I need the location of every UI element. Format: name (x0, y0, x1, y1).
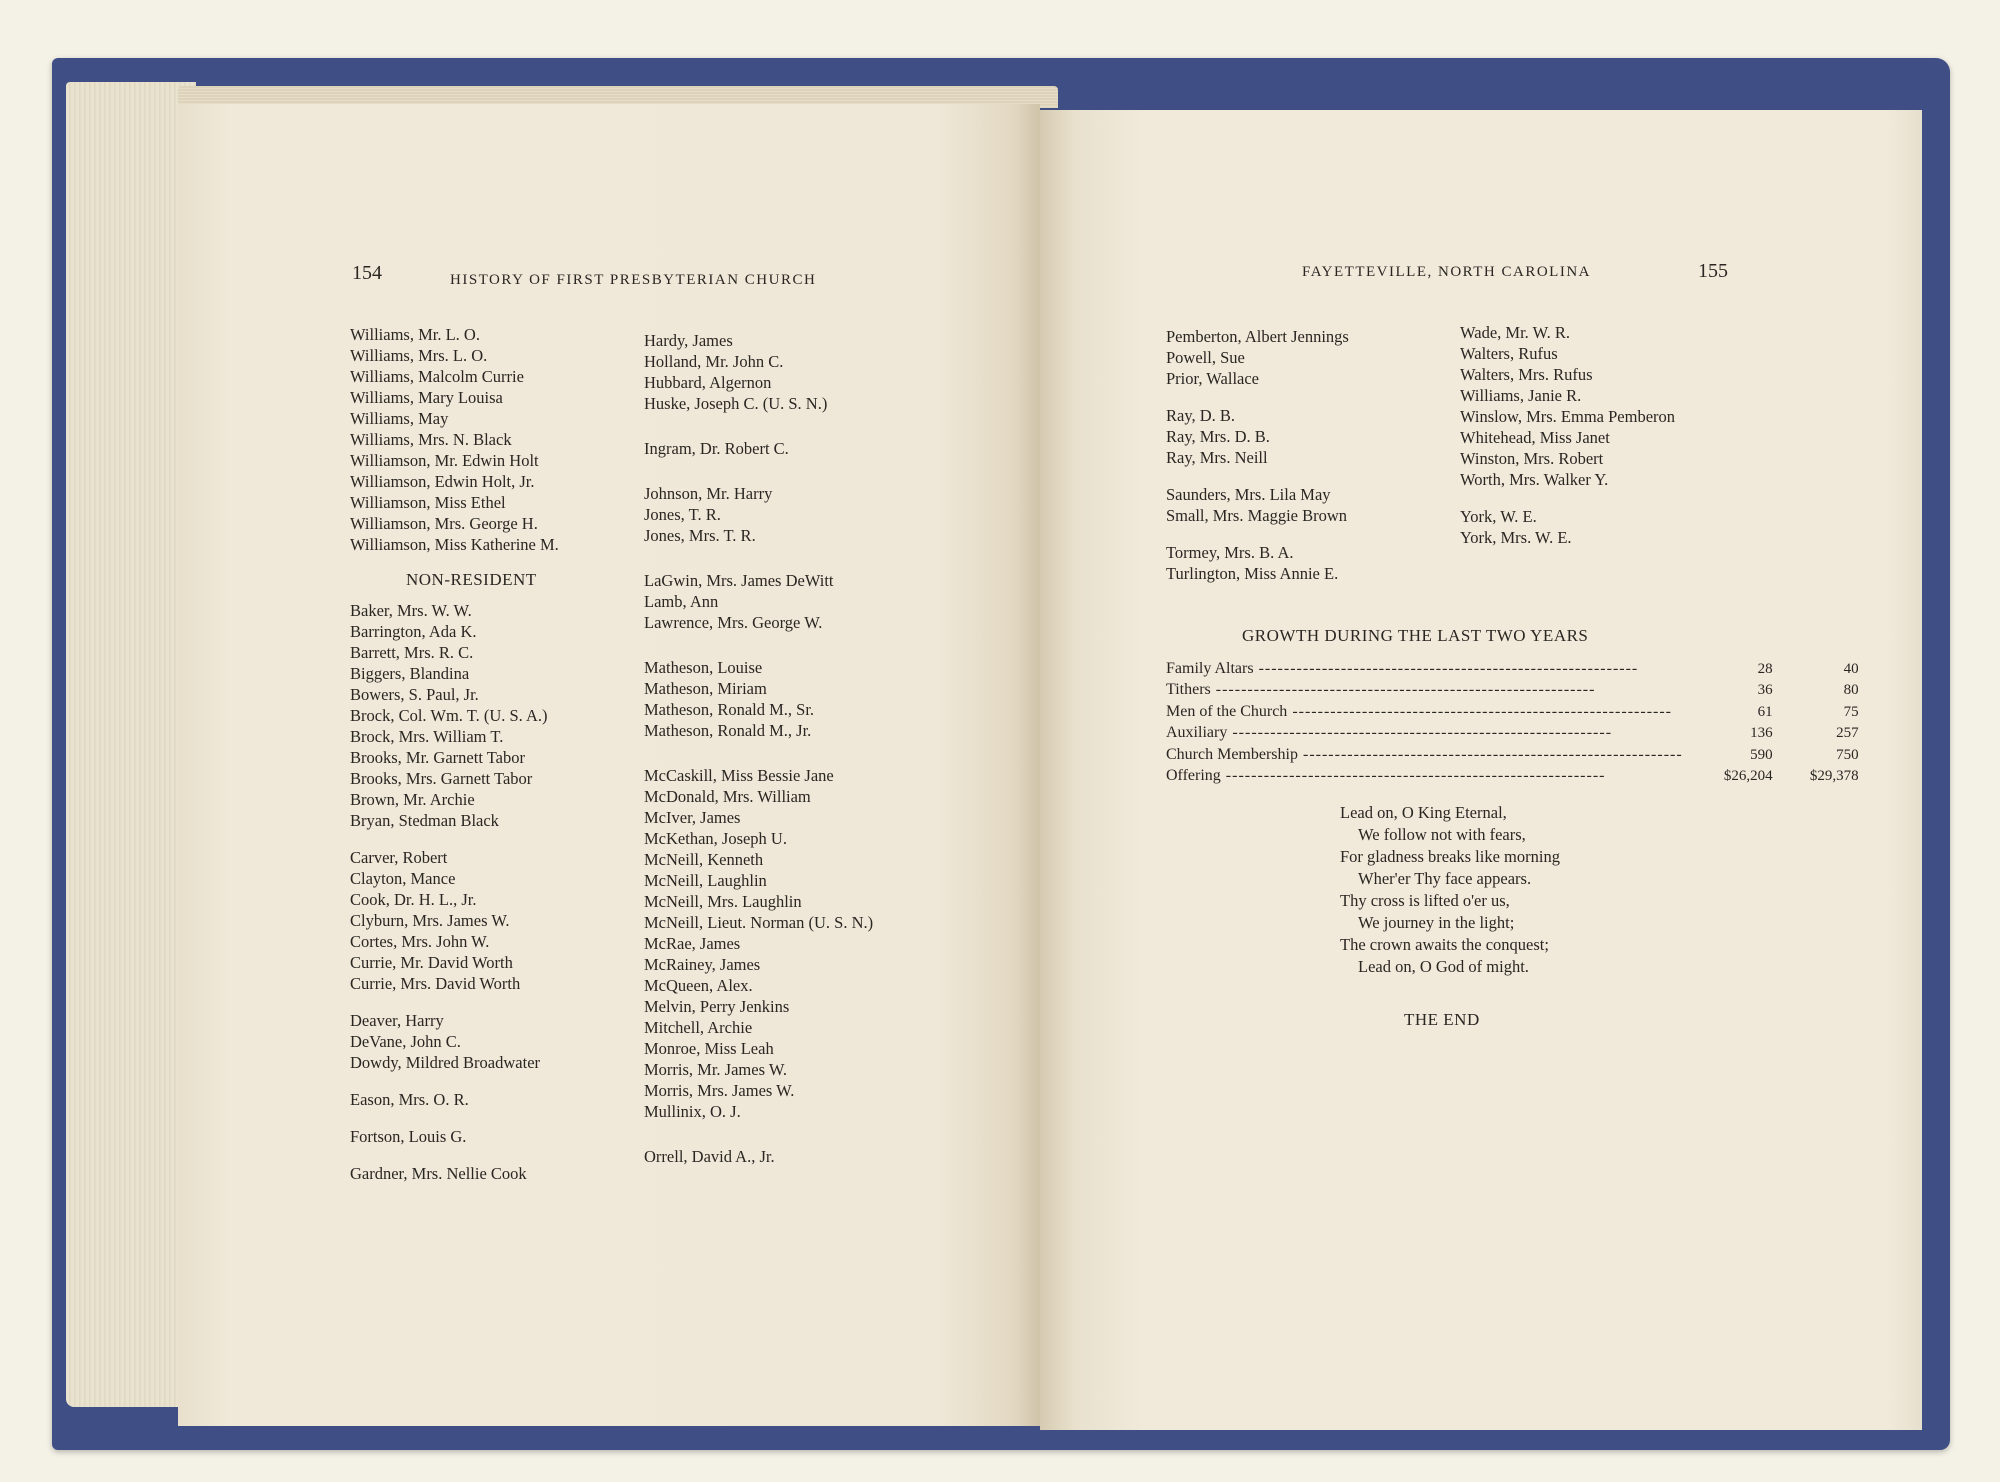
group-spacer (1460, 490, 1675, 506)
leader-dots: ------------------------------------------------------------ (1297, 745, 1683, 763)
name-entry: Jones, Mrs. T. R. (644, 526, 756, 545)
name-entry: Orrell, David A., Jr. (644, 1147, 775, 1166)
name-entry: Wade, Mr. W. R. (1460, 323, 1571, 342)
name-entry: Saunders, Mrs. Lila May (1166, 485, 1331, 504)
name-entry: Matheson, Louise (644, 658, 763, 677)
growth-label-text: Family Altars (1166, 659, 1254, 677)
name-entry: Ray, Mrs. Neill (1166, 448, 1268, 467)
growth-row (1166, 742, 1859, 764)
name-entry: Dowdy, Mildred Broadwater (350, 1053, 541, 1072)
group-spacer (644, 1122, 873, 1146)
right-column-1 (1166, 326, 1349, 584)
growth-value-current: $29,378 (1809, 768, 1859, 784)
name-entry: Pemberton, Albert Jennings (1166, 327, 1349, 346)
page-edges (66, 82, 196, 1407)
non-resident-heading: NON-RESIDENT (406, 570, 537, 589)
hymn-verse (1340, 802, 1560, 978)
name-entry: Matheson, Miriam (644, 679, 767, 698)
name-entry: Baker, Mrs. W. W. (350, 601, 472, 620)
growth-label (1166, 721, 1683, 743)
name-list (1460, 322, 1675, 548)
left-column-2 (644, 330, 873, 1167)
name-entry: Williamson, Miss Ethel (350, 493, 506, 512)
name-entry: Huske, Joseph C. (U. S. N.) (644, 394, 828, 413)
name-entry: DeVane, John C. (350, 1032, 461, 1051)
growth-label-text: Tithers (1166, 681, 1211, 698)
growth-label (1166, 699, 1683, 721)
growth-value-prev: 61 (1757, 703, 1773, 720)
group-spacer (644, 546, 873, 570)
name-entry: McKethan, Joseph U. (644, 829, 787, 848)
the-end: THE END (1404, 1010, 1480, 1029)
name-entry: Tormey, Mrs. B. A. (1166, 543, 1294, 562)
growth-label-text: Auxiliary (1166, 724, 1228, 741)
name-entry: Barrett, Mrs. R. C. (350, 643, 474, 662)
verse-line: Lead on, O King Eternal, (1340, 803, 1507, 822)
group-spacer (350, 1110, 559, 1126)
name-entry: Brooks, Mrs. Garnett Tabor (350, 769, 533, 788)
name-entry: Johnson, Mr. Harry (644, 484, 773, 503)
name-entry: Gardner, Mrs. Nellie Cook (350, 1164, 527, 1183)
growth-label (1166, 764, 1683, 786)
name-entry: Cortes, Mrs. John W. (350, 932, 490, 951)
name-entry: Matheson, Ronald M., Jr. (644, 721, 812, 740)
growth-value-prev: 36 (1757, 682, 1773, 698)
name-entry: Carver, Robert (350, 848, 448, 867)
name-entry: McRainey, James (644, 955, 761, 974)
name-entry: Williamson, Mrs. George H. (350, 514, 538, 533)
growth-value-prev: 28 (1757, 660, 1773, 677)
name-entry: Williams, Mrs. L. O. (350, 346, 488, 365)
name-entry: Lamb, Ann (644, 592, 719, 611)
name-entry: Turlington, Miss Annie E. (1166, 564, 1339, 583)
left-running-head: HISTORY OF FIRST PRESBYTERIAN CHURCH (450, 272, 817, 288)
growth-value-prev: 136 (1750, 725, 1773, 741)
group-spacer (350, 831, 559, 847)
group-spacer (644, 414, 873, 438)
growth-row (1166, 764, 1859, 786)
group-spacer (1166, 468, 1349, 484)
name-entry: Currie, Mr. David Worth (350, 953, 513, 972)
growth-value-prev: $26,204 (1723, 768, 1773, 784)
name-entry: Williams, May (350, 409, 449, 428)
growth-row (1166, 699, 1859, 721)
name-entry: Morris, Mrs. James W. (644, 1081, 795, 1100)
name-entry: Ray, D. B. (1166, 406, 1236, 425)
leader-dots: ------------------------------------------------------------ (1210, 681, 1596, 698)
name-entry: McDonald, Mrs. William (644, 787, 811, 806)
name-entry: Bowers, S. Paul, Jr. (350, 685, 479, 704)
name-entry: Bryan, Stedman Black (350, 811, 499, 830)
name-entry: Currie, Mrs. David Worth (350, 974, 521, 993)
group-spacer (350, 1147, 559, 1163)
growth-title: GROWTH DURING THE LAST TWO YEARS (1242, 626, 1589, 645)
growth-label (1166, 678, 1683, 700)
growth-value-prev: 590 (1750, 746, 1773, 763)
name-entry: York, Mrs. W. E. (1460, 528, 1572, 547)
name-list (1166, 326, 1349, 584)
group-spacer (350, 1073, 559, 1089)
growth-row (1166, 656, 1859, 678)
name-entry: Holland, Mr. John C. (644, 352, 784, 371)
growth-label-text: Church Membership (1166, 745, 1298, 763)
growth-value-current: 75 (1843, 703, 1859, 720)
name-entry: Walters, Mrs. Rufus (1460, 365, 1593, 384)
name-entry: Winslow, Mrs. Emma Pemberon (1460, 407, 1676, 426)
name-entry: McNeill, Lieut. Norman (U. S. N.) (644, 913, 874, 932)
growth-value-current: 750 (1836, 746, 1859, 763)
name-entry: Mullinix, O. J. (644, 1102, 741, 1121)
verse-line: Thy cross is lifted o'er us, (1340, 891, 1510, 910)
growth-label-text: Men of the Church (1166, 702, 1288, 720)
verse-line: We journey in the light; (1358, 913, 1515, 932)
resident-list (350, 324, 559, 555)
name-entry: Ray, Mrs. D. B. (1166, 427, 1270, 446)
name-entry: Williamson, Mr. Edwin Holt (350, 451, 539, 470)
name-entry: Winston, Mrs. Robert (1460, 449, 1604, 468)
name-entry: Cook, Dr. H. L., Jr. (350, 890, 477, 909)
name-entry: Williams, Mr. L. O. (350, 325, 480, 344)
name-entry: Ingram, Dr. Robert C. (644, 439, 789, 458)
name-entry: McNeill, Laughlin (644, 871, 767, 890)
growth-row (1166, 721, 1859, 743)
verse-line: For gladness breaks like morning (1340, 847, 1560, 866)
name-entry: Worth, Mrs. Walker Y. (1460, 470, 1609, 489)
name-entry: Barrington, Ada K. (350, 622, 477, 641)
name-entry: Mitchell, Archie (644, 1018, 753, 1037)
name-entry: Brock, Col. Wm. T. (U. S. A.) (350, 706, 548, 725)
name-entry: Williamson, Edwin Holt, Jr. (350, 472, 535, 491)
name-entry: Clyburn, Mrs. James W. (350, 911, 510, 930)
left-column-1 (350, 324, 559, 1184)
name-entry: Prior, Wallace (1166, 369, 1260, 388)
name-entry: Fortson, Louis G. (350, 1127, 467, 1146)
growth-value-current: 257 (1836, 725, 1859, 741)
name-entry: Biggers, Blandina (350, 664, 470, 683)
name-entry: Walters, Rufus (1460, 344, 1558, 363)
name-entry: McCaskill, Miss Bessie Jane (644, 766, 834, 785)
name-entry: Small, Mrs. Maggie Brown (1166, 506, 1348, 525)
name-entry: Williams, Malcolm Currie (350, 367, 524, 386)
leader-dots: ------------------------------------------------------------ (1253, 659, 1639, 677)
name-entry: Brown, Mr. Archie (350, 790, 475, 809)
name-entry: McIver, James (644, 808, 741, 827)
leader-dots: ------------------------------------------------------------ (1227, 724, 1613, 741)
growth-row (1166, 678, 1859, 700)
non-resident-list (350, 600, 559, 1184)
name-entry: Melvin, Perry Jenkins (644, 997, 790, 1016)
name-entry: Monroe, Miss Leah (644, 1039, 774, 1058)
right-page-number: 155 (1698, 260, 1728, 282)
name-entry: LaGwin, Mrs. James DeWitt (644, 571, 834, 590)
leader-dots: ------------------------------------------------------------ (1287, 702, 1672, 720)
name-entry: Williams, Mrs. N. Black (350, 430, 512, 449)
growth-table (1166, 656, 1859, 785)
name-entry: Matheson, Ronald M., Sr. (644, 700, 815, 719)
verse-line: Wher'er Thy face appears. (1358, 869, 1532, 888)
growth-label-text: Offering (1166, 767, 1221, 784)
name-entry: Deaver, Harry (350, 1011, 444, 1030)
verse-line: The crown awaits the conquest; (1340, 935, 1549, 954)
name-entry: York, W. E. (1460, 507, 1537, 526)
group-spacer (1166, 526, 1349, 542)
name-list (644, 330, 873, 1167)
name-entry: Jones, T. R. (644, 505, 721, 524)
name-entry: Hubbard, Algernon (644, 373, 772, 392)
name-entry: Whitehead, Miss Janet (1460, 428, 1610, 447)
name-entry: Brooks, Mr. Garnett Tabor (350, 748, 525, 767)
name-entry: Morris, Mr. James W. (644, 1060, 788, 1079)
name-entry: Lawrence, Mrs. George W. (644, 613, 823, 632)
name-entry: Eason, Mrs. O. R. (350, 1090, 469, 1109)
name-entry: McNeill, Kenneth (644, 850, 764, 869)
name-entry: Powell, Sue (1166, 348, 1245, 367)
leader-dots: ------------------------------------------------------------ (1220, 767, 1606, 784)
left-page-number: 154 (352, 262, 382, 284)
right-running-head: FAYETTEVILLE, NORTH CAROLINA (1302, 264, 1591, 280)
group-spacer (644, 741, 873, 765)
group-spacer (350, 994, 559, 1010)
name-entry: Williams, Janie R. (1460, 386, 1582, 405)
right-column-2 (1460, 322, 1675, 548)
growth-label (1166, 656, 1683, 678)
name-entry: Williamson, Miss Katherine M. (350, 535, 559, 554)
name-entry: McRae, James (644, 934, 741, 953)
verse-line: We follow not with fears, (1358, 825, 1526, 844)
left-page (178, 104, 1040, 1426)
name-entry: Williams, Mary Louisa (350, 388, 503, 407)
name-entry: Brock, Mrs. William T. (350, 727, 504, 746)
group-spacer (644, 633, 873, 657)
growth-value-current: 80 (1843, 682, 1859, 698)
group-spacer (1166, 389, 1349, 405)
growth-label (1166, 742, 1683, 764)
name-entry: McQueen, Alex. (644, 976, 753, 995)
growth-value-current: 40 (1843, 660, 1859, 677)
name-entry: Clayton, Mance (350, 869, 456, 888)
group-spacer (644, 459, 873, 483)
verse-line: Lead on, O God of might. (1358, 957, 1529, 976)
name-entry: Hardy, James (644, 331, 733, 350)
name-entry: McNeill, Mrs. Laughlin (644, 892, 802, 911)
